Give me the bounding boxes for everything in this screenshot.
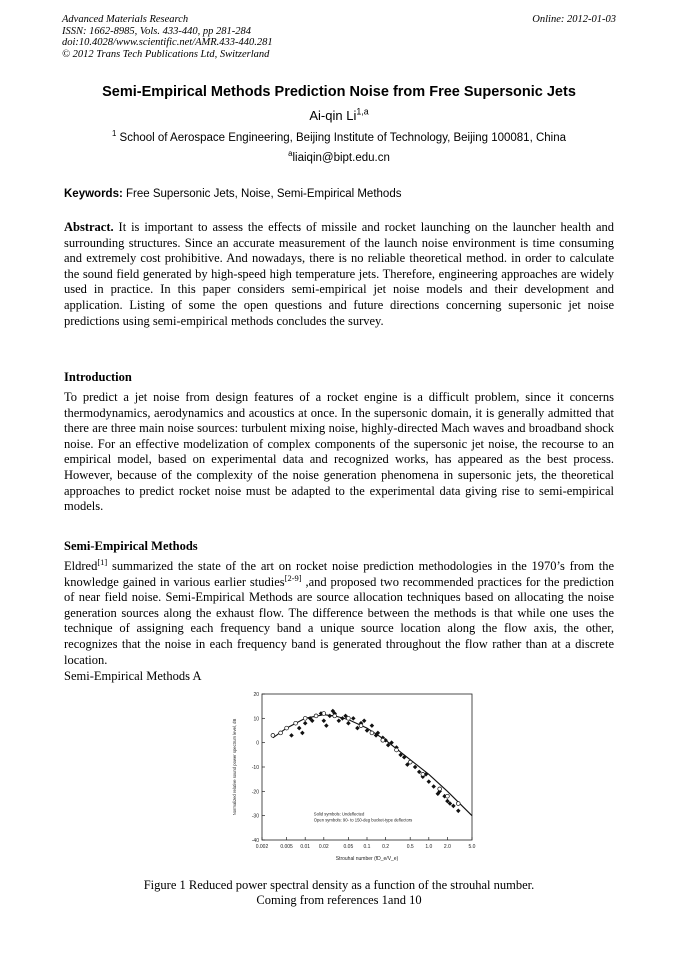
data-point-undeflected (370, 723, 375, 728)
y-tick-label: 0 (256, 740, 259, 747)
author-line (0, 108, 678, 123)
data-point-undeflected (297, 726, 302, 731)
author-sup: 1,a (356, 106, 369, 117)
email[interactable]: liaiqin@bipt.edu.cn (292, 152, 390, 164)
keywords: Free Supersonic Jets, Noise, Semi-Empirical Methods (126, 188, 402, 200)
data-point-deflected (395, 748, 399, 752)
data-point-undeflected (351, 716, 356, 721)
data-point-deflected (408, 760, 412, 764)
ref-1[interactable]: [1] (97, 556, 108, 567)
online-date: Online: 2012-01-03 (532, 14, 616, 25)
methods-subheading: Semi-Empirical Methods A (64, 669, 202, 683)
x-tick-label: 5.0 (468, 844, 476, 850)
y-tick-label: 20 (253, 692, 259, 698)
caption-line-2: Coming from references 1and 10 (256, 892, 422, 907)
doi-line: doi:10.4028/www.scientific.net/AMR.433-440.281 (62, 37, 273, 48)
data-point-undeflected (427, 779, 432, 784)
issn-line: ISSN: 1662-8985, Vols. 433-440, pp 281-284 (62, 25, 251, 37)
abstract (64, 220, 614, 329)
abstract-label: Abstract. (64, 220, 114, 234)
data-point-undeflected (289, 733, 294, 738)
methods-text-3: ,and proposed two recommended practices for the prediction of near field noise. Semi-Empirical Methods are source allocation techniques based on allocating the noise generation sources along the exhaust flow. The difference between the methods is that while one uses the technique of assigning each frequency band a unique source location along the flow axis, the other, recognizes that the noise in each frequency band is generated throughout the flow rather than at a discrete location. (64, 574, 614, 667)
x-tick-label: 0.01 (300, 844, 311, 850)
data-point-undeflected (431, 784, 436, 789)
data-point-deflected (285, 726, 289, 730)
methods-heading: Semi-Empirical Methods (64, 539, 198, 553)
data-point-deflected (381, 738, 385, 742)
page-header (62, 14, 616, 60)
x-tick-label: 0.005 (280, 844, 293, 850)
figure-1 (222, 688, 484, 866)
abstract-text: It is important to assess the effects of missile and rocket launching on the launcher health and surrounding structures. Since an accurate measurement of the launch noise environment is time consuming and extremely cost prohibitive. And nowadays, there is no reliable theoretical method. in order to calculate the sound field generated by high-speed high temperature jets. Therefore, engineering approaches are widely used in practice. In this paper considers semi-empirical jet noise models and their development and application. Listing of some the open questions and future directions concerning supersonic jet noise predictions using semi-empirical methods concludes the survey. (64, 220, 615, 328)
affiliation-line (0, 129, 678, 144)
x-tick-label: 0.5 (406, 844, 414, 850)
keywords-line (64, 188, 401, 200)
data-point-undeflected (303, 721, 308, 726)
data-point-deflected (359, 724, 363, 728)
caption-line-1: Figure 1 Reduced power spectral density as a function of the strouhal number. (143, 878, 535, 892)
affiliation: School of Aerospace Engineering, Beijing Institute of Technology, Beijing 100081, China (119, 132, 567, 144)
methods-text-2: summarized the state of the art on rocket noise prediction methodologies in the 1970’s from the knowledge gained in various earlier studies (64, 559, 614, 589)
y-tick-label: -40 (251, 838, 259, 844)
legend-entry: Open symbols: 90- to 150-deg bucket-type deflectors (313, 817, 413, 823)
introduction-heading: Introduction (64, 370, 132, 384)
author-name: Ai-qin Li (309, 108, 357, 123)
data-point-deflected (314, 714, 318, 718)
x-tick-label: 0.1 (363, 844, 371, 850)
data-point-deflected (421, 772, 425, 776)
data-point-deflected (294, 721, 298, 725)
data-point-undeflected (340, 716, 345, 721)
data-point-deflected (271, 733, 275, 737)
legend-entry: Solid symbols: Undeflected (313, 811, 365, 817)
x-tick-label: 0.02 (318, 844, 329, 850)
data-point-deflected (370, 731, 374, 735)
data-point-deflected (346, 716, 350, 720)
data-point-undeflected (322, 719, 327, 724)
y-tick-label: -10 (251, 765, 259, 771)
affiliation-sup: 1 (111, 129, 117, 139)
fit-curve (273, 715, 472, 816)
data-point-deflected (438, 787, 442, 791)
data-point-deflected (456, 802, 460, 806)
data-point-undeflected (328, 714, 333, 719)
paper-title: Semi-Empirical Methods Prediction Noise from Free Supersonic Jets (102, 84, 576, 100)
x-axis-label: Strouhal number (fD_e/V_e) (335, 856, 399, 862)
x-tick-label: 1.0 (425, 844, 433, 850)
x-tick-label: 0.2 (382, 844, 390, 850)
introduction-text: To predict a jet noise from design features of a rocket engine is a difficult problem, since it concerns thermodynamics, aerodynamics and acoustics at once. In the supersonic domain, it is generally admitted that there are three main noise sources: turbulent mixing noise, highly-directed Mach waves and broadband shock noise. For an effective modelization of complex components of the supersonic jet noise, the recourse to an empirical model, based on experimental data and recognized works, has appeared as the best process. However, because of the complexity of the noise generation phenomena in supersonic jets, the theoretical approaches to predict rocket noise must be adapted to the experimental data giving rise to semi-empirical models. (64, 390, 614, 514)
copyright-line: © 2012 Trans Tech Publications Ltd, Switzerland (62, 48, 270, 60)
email-line (0, 149, 678, 164)
x-tick-label: 0.002 (255, 844, 269, 850)
data-point-deflected (333, 714, 337, 718)
scatter-chart (222, 688, 484, 866)
keywords-label: Keywords: (64, 188, 123, 200)
ref-2-9[interactable]: [2-9] (284, 572, 302, 583)
data-point-deflected (322, 712, 326, 716)
data-point-undeflected (337, 719, 342, 724)
data-point-undeflected (300, 731, 305, 736)
data-point-undeflected (324, 723, 329, 728)
data-point-undeflected (346, 721, 351, 726)
journal-name: Advanced Materials Research (62, 14, 189, 25)
methods-text (64, 556, 614, 668)
y-tick-label: -20 (251, 789, 259, 796)
data-point-undeflected (451, 804, 456, 809)
data-point-undeflected (362, 719, 367, 724)
y-tick-label: 10 (253, 716, 259, 723)
data-point-deflected (446, 794, 450, 798)
data-point-deflected (279, 731, 283, 735)
methods-text-1: Eldred (64, 559, 98, 573)
chart-marks (271, 709, 472, 816)
x-tick-label: 2.0 (443, 844, 451, 850)
y-axis-label: Normalized relative sound power spectrum level, dB (232, 718, 237, 816)
data-point-undeflected (456, 809, 461, 814)
data-point-deflected (303, 716, 307, 720)
x-tick-label: 0.05 (343, 844, 354, 850)
figure-caption (0, 878, 678, 907)
y-tick-label: -30 (251, 813, 259, 820)
email-sup: a (288, 149, 293, 159)
